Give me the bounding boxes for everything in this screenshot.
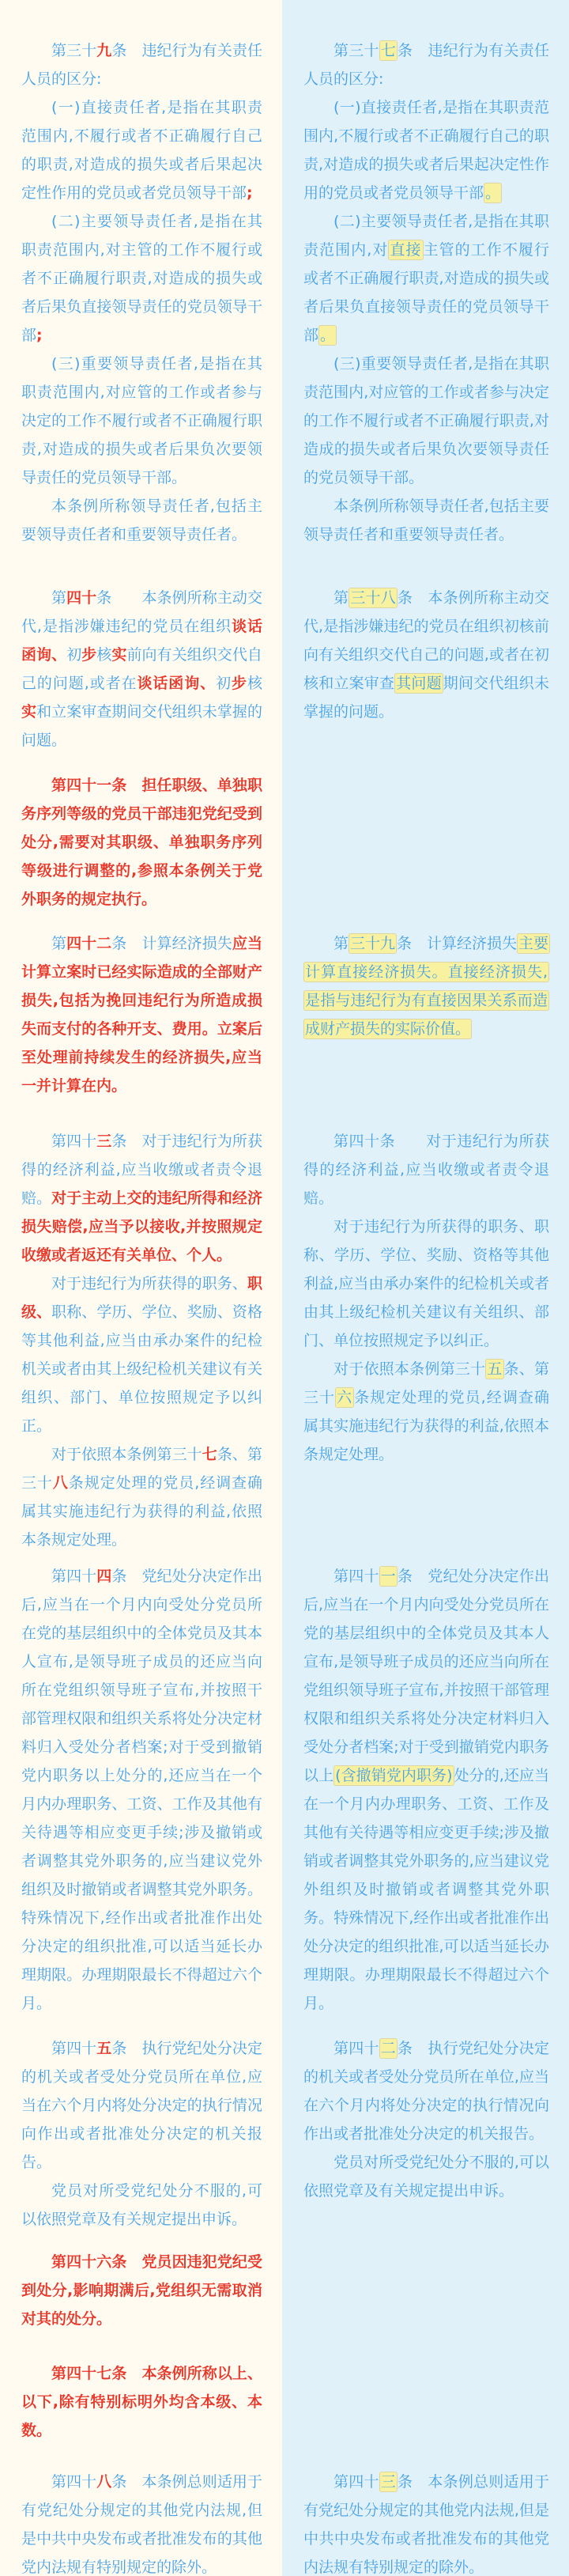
changed-text: 七 (202, 1446, 217, 1463)
body-text: 条、第三十 (21, 1446, 262, 1492)
highlighted-text: 三 (380, 2473, 396, 2491)
highlighted-text: 六 (337, 1389, 353, 1406)
article-block-art-42-new (21, 929, 262, 1100)
paragraph (21, 584, 262, 755)
body-text: 条 计算经济损失 (111, 935, 232, 952)
body-text: 条 党纪处分决定作出后,应当在一个月内向受处分党员所在党的基层组织中的全体党员及其本人宣布,是领导班子成员的还应当向所在党组织领导班子宣布,并按照干部管理权限和组织关系将处分决定材料归入受处分者档案;对于受到撤销党内职务以上 (303, 1568, 549, 1784)
changed-text: 实 (21, 703, 37, 721)
body-text: 条 对于违纪行为所获得的经济利益,应当收缴或者责令退赔。 (21, 1133, 262, 1207)
body-text: 第四十 (333, 1568, 379, 1585)
body-text: 条 执行党纪处分决定的机关或者受处分党员所在单位,应当在六个月内将处分决定的执行情况向作出或者批准处分决定的机关报告。 (21, 2040, 262, 2171)
changed-text: 步 (232, 675, 247, 692)
paragraph (303, 207, 549, 350)
article-block-art-43-new (21, 1127, 262, 1554)
paragraph (303, 1562, 549, 2018)
changed-text: 五 (96, 2040, 112, 2057)
body-text: (一)直接责任者,是指在其职责范围内,不履行或者不正确履行自己的职责,对造成的损失或者后果起决定性作用的党员或者党员领导干部 (303, 99, 549, 202)
paragraph (21, 207, 262, 350)
changed-text: 对于主动上交的违纪所得和经济损失赔偿,应当予以接收,并按照规定收缴或者返还有关单位、个人。 (21, 1190, 262, 1264)
article-block-art-41-old (303, 1562, 549, 2018)
changed-text: 三 (96, 1133, 112, 1150)
changed-text: 四十 (66, 589, 97, 607)
paragraph (21, 36, 262, 93)
changed-text: 四十二 (66, 935, 112, 952)
paragraph (303, 36, 549, 93)
article-block-art-39-old (303, 929, 549, 1043)
paragraph (303, 2034, 549, 2148)
changed-text: ; (247, 184, 253, 202)
body-text: 条 本条例总则适用于有党纪处分规定的其他党内法规,但是中共中央发布或者批准发布的其他党内法规有特别规定的除外。 (303, 2473, 549, 2576)
paragraph (303, 584, 549, 726)
paragraph (21, 1127, 262, 1269)
article-block-art-41-new (21, 771, 262, 914)
body-text: 本条例所称领导责任者,包括主要领导责任者和重要领导责任者。 (303, 497, 549, 543)
body-text: 第四十 (333, 2040, 379, 2057)
body-text: 条 本条例所称主动交代,是指涉嫌违纪的党员在组织 (21, 589, 262, 635)
paragraph (303, 2468, 549, 2576)
body-text: (二)主要领导责任者,是指在其职责范围内,对 (303, 213, 549, 259)
article-block-art-39-new (21, 36, 262, 549)
body-text: 第四十 (51, 1133, 97, 1150)
paragraph (303, 1212, 549, 1355)
changed-text: 实 (111, 646, 127, 664)
body-text: 前向有关组织交代自己的问题,或者在 (21, 646, 262, 692)
highlighted-text: 其问题 (396, 675, 442, 692)
highlighted-text: (含撤销党内职务) (335, 1767, 453, 1784)
body-text: 第三十 (51, 42, 97, 59)
body-text: 主管的工作不履行或者不正确履行职责,对造成的损失或者后果负直接领导责任的党员领导干部 (303, 241, 549, 344)
body-text: 核 (96, 646, 112, 664)
changed-text: 谈话函询、 (137, 675, 217, 692)
paragraph (21, 1440, 262, 1554)
body-text: 条 党纪处分决定作出后,应当在一个月内向受处分党员所在党的基层组织中的全体党员及其本人宣布,是领导班子成员的还应当向所在党组织领导班子宣布,并按照干部管理权限和组织关系将处分决定材料归入受处分者档案;对于受到撤销党内职务以上处分的,还应当在一个月内办理职务、工资、工作及其他有关待遇等相应变更手续;涉及撤销或者调整其党外职务的,应当建议党外组织及时撤销或者调整其党外职务。特殊情况下,经作出或者批准作出处分决定的组织批准,可以适当延长办理期限。办理期限最长不得超过六个月。 (21, 1568, 262, 2012)
highlighted-text: 主要计算直接经济损失。直接经济损失,是指与违纪行为有直接因果关系而造成财产损失的实际价值。 (305, 935, 549, 1038)
body-text: 对于依照本条例第三十 (51, 1446, 202, 1463)
paragraph (303, 1127, 549, 1212)
paragraph (21, 1562, 262, 2018)
body-text: 职称、学历、学位、奖励、资格等其他利益,应当由承办案件的纪检机关或者由其上级纪检机关建议有关组织、部门、单位按照规定予以纠正。 (21, 1303, 262, 1435)
article-block-art-42-old (303, 2034, 549, 2205)
paragraph (21, 93, 262, 207)
body-text: 对于依照本条例第三十 (333, 1360, 486, 1378)
paragraph (21, 771, 262, 914)
paragraph (21, 2468, 262, 2576)
article-block-art-47-new (21, 2359, 262, 2445)
body-text: 第三十 (333, 42, 379, 59)
paragraph (21, 2034, 262, 2177)
changed-text: 步 (81, 646, 97, 664)
body-text: 条 违纪行为有关责任人员的区分: (21, 42, 262, 88)
body-text: 条 计算经济损失 (397, 935, 518, 952)
changed-text: ; (36, 327, 43, 344)
highlighted-text: 直接 (390, 241, 422, 259)
body-text: 条、第三十 (303, 1360, 549, 1406)
body-text: 条规定处理的党员,经调查确属其实施违纪行为获得的利益,依照本条规定处理。 (303, 1389, 549, 1463)
body-text: 第四十 (51, 2473, 97, 2491)
changed-text: 九 (96, 42, 112, 59)
changed-text: 四 (96, 1568, 112, 1585)
highlighted-text: 三十九 (350, 935, 396, 952)
paragraph (21, 2177, 262, 2234)
body-text: 第 (333, 935, 349, 952)
changed-text: 八 (96, 2473, 112, 2491)
body-text: 第四十条 对于违纪行为所获得的经济利益,应当收缴或者责令退赔。 (303, 1133, 549, 1207)
body-text: 初 (216, 675, 232, 692)
article-block-art-46-new (21, 2248, 262, 2333)
changed-text: 第四十一条 担任职级、单独职务序列等级的党员干部违犯党纪受到处分,需要对其职级、单独职务序列等级进行调整的,参照本条例关于党外职务的规定执行。 (21, 777, 262, 908)
paragraph (21, 929, 262, 1100)
highlighted-text: 一 (380, 1568, 396, 1585)
article-block-art-45-new (21, 2034, 262, 2234)
body-text: (三)重要领导责任者,是指在其职责范围内,对应管的工作或者参与决定的工作不履行或者不正确履行职责,对造成的损失或者后果负次要领导责任的党员领导干部。 (21, 355, 262, 486)
highlighted-text: 七 (380, 42, 396, 59)
body-text: 处分的,还应当在一个月内办理职务、工资、工作及其他有关待遇等相应变更手续;涉及撤销或者调整其党外职务的,应当建议党外组织及时撤销或者调整其党外职务。特殊情况下,经作出或者批准作出处分决定的组织批准,可以适当延长办理期限。办理期限最长不得超过六个月。 (303, 1767, 549, 2012)
body-text: 条 本条例总则适用于有党纪处分规定的其他党内法规,但是中共中央发布或者批准发布的其他党内法规有特别规定的除外。 (21, 2473, 262, 2576)
paragraph (303, 929, 549, 1043)
changed-text: 第四十七条 本条例所称以上、以下,除有特别标明外均含本级、本数。 (21, 2365, 262, 2439)
right-column (282, 0, 569, 2576)
article-block-art-40-old (303, 1127, 549, 1469)
highlighted-text: 五 (487, 1360, 503, 1378)
changed-text: 职级、 (21, 1275, 262, 1321)
paragraph (21, 350, 262, 492)
body-text: 条 本条例所称主动交代,是指涉嫌违纪的党员在组织初核前向有关组织交代自己的问题,或者在初核和立案审查 (303, 589, 549, 692)
body-text: 和立案审查期间交代组织未掌握的问题。 (21, 703, 262, 749)
body-text: (二)主要领导责任者,是指在其职责范围内,对主管的工作不履行或者不正确履行职责,对造成的损失或者后果负直接领导责任的党员领导干部 (21, 213, 262, 344)
body-text: 本条例所称领导责任者,包括主要领导责任者和重要领导责任者。 (21, 497, 262, 543)
body-text: 对于违纪行为所获得的职务、职称、学历、学位、奖励、资格等其他利益,应当由承办案件的纪检机关或者由其上级纪检机关建议有关组织、部门、单位按照规定予以纠正。 (303, 1218, 549, 1349)
paragraph (21, 2248, 262, 2333)
article-block-art-48-new (21, 2468, 262, 2576)
article-block-art-37-old (303, 36, 549, 549)
article-block-art-38-old (303, 584, 549, 726)
body-text: 对于违纪行为所获得的职务、 (51, 1275, 247, 1292)
body-text: 第 (51, 935, 67, 952)
changed-text: 八 (52, 1474, 69, 1492)
paragraph (303, 492, 549, 549)
body-text: 党员对所受党纪处分不服的,可以依照党章及有关规定提出申诉。 (21, 2182, 262, 2228)
changed-text: 谈话函询、 (21, 618, 262, 664)
highlighted-text: 三十八 (350, 589, 396, 607)
body-text: 条 执行党纪处分决定的机关或者受处分党员所在单位,应当在六个月内将处分决定的执行情况向作出或者批准处分决定的机关报告。 (303, 2040, 549, 2143)
highlighted-text: 二 (380, 2040, 396, 2057)
changed-text: 第四十六条 党员因违犯党纪受到处分,影响期满后,党组织无需取消对其的处分。 (21, 2253, 262, 2328)
article-block-art-43-old (303, 2468, 549, 2576)
highlighted-text: 。 (320, 327, 336, 344)
body-text: 条规定处理的党员,经调查确属其实施违纪行为获得的利益,依照本条规定处理。 (21, 1474, 262, 1549)
paragraph (21, 2359, 262, 2445)
paragraph (303, 93, 549, 207)
paragraph (303, 350, 549, 492)
left-column (0, 0, 282, 2576)
body-text: 条 违纪行为有关责任人员的区分: (303, 42, 549, 88)
body-text: (三)重要领导责任者,是指在其职责范围内,对应管的工作或者参与决定的工作不履行或者不正确履行职责,对造成的损失或者后果负次要领导责任的党员领导干部。 (303, 355, 549, 486)
body-text: 核 (247, 675, 262, 692)
body-text: (一)直接责任者,是指在其职责范围内,不履行或者不正确履行自己的职责,对造成的损失或者后果起决定性作用的党员或者党员领导干部 (21, 99, 262, 202)
body-text: 第四十 (51, 2040, 97, 2057)
body-text: 党员对所受党纪处分不服的,可以依照党章及有关规定提出申诉。 (303, 2154, 549, 2200)
changed-text: 应当计算立案时已经实际造成的全部财产损失,包括为挽回违纪行为所造成损失而支付的各种开支、费用。立案后至处理前持续发生的经济损失,应当一并计算在内。 (21, 935, 262, 1095)
body-text: 初 (66, 646, 82, 664)
article-block-art-44-new (21, 1562, 262, 2018)
article-block-art-40-new (21, 584, 262, 755)
paragraph (303, 1355, 549, 1469)
body-text: 第四十 (51, 1568, 97, 1585)
paragraph (303, 2148, 549, 2205)
paragraph (21, 492, 262, 549)
body-text: 第四十 (333, 2473, 379, 2491)
paragraph (21, 1269, 262, 1440)
body-text: 期间交代组织未掌握的问题。 (303, 675, 549, 721)
highlighted-text: 。 (485, 184, 501, 202)
body-text: 第 (51, 589, 67, 607)
body-text: 第 (333, 589, 349, 607)
